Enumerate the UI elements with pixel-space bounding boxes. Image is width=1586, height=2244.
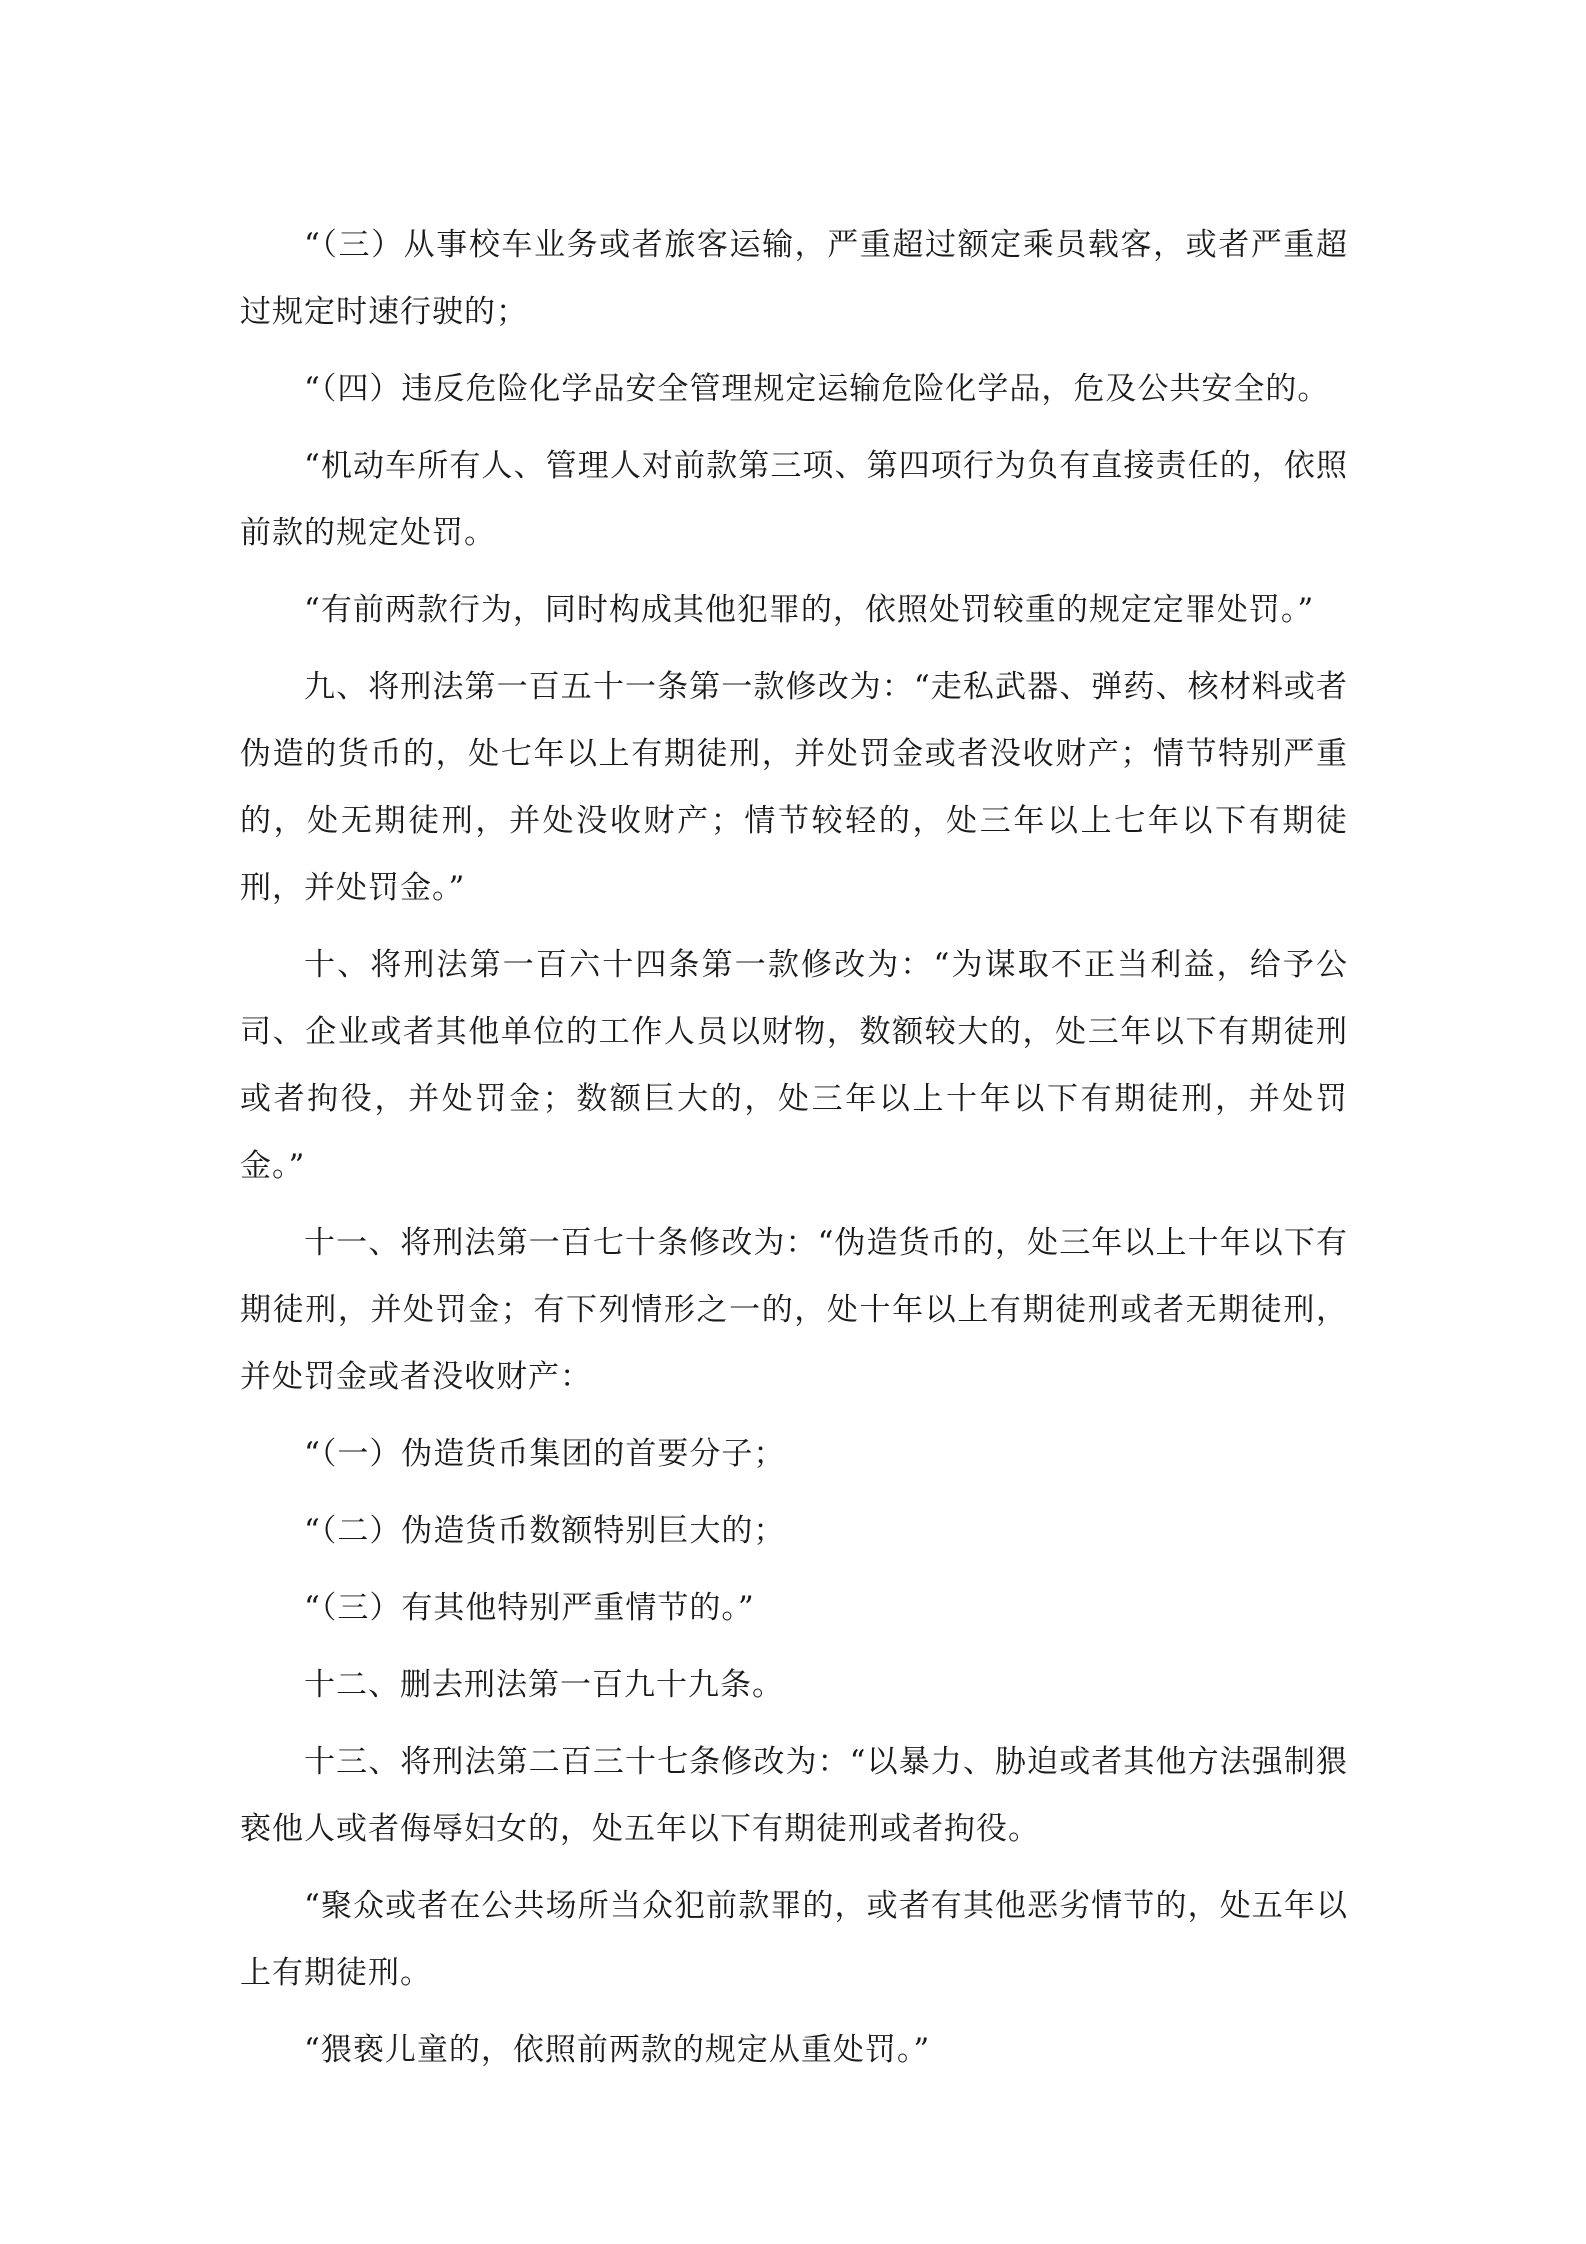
paragraph-counterfeit-item-3: “（三）有其他特别严重情节的。” — [304, 1590, 755, 1626]
paragraph-counterfeit-item-1: “（一）伪造货币集团的首要分子； — [304, 1436, 786, 1472]
paragraph-public-place-offense: “聚众或者在公共场所当众犯前款罪的，或者有其他恶劣情节的，处五年以上有期徒刑。 — [240, 1888, 1348, 1991]
paragraph-article-ten: 十、将刑法第一百六十四条第一款修改为：“为谋取不正当利益，给予公司、企业或者其他单位的工作人员以财物，数额较大的，处三年以下有期徒刑或者拘役，并处罚金；数额巨大的，处三年以上十年以下有期徒刑，并处罚金。” — [240, 947, 1348, 1184]
paragraph-article-nine: 九、将刑法第一百五十一条第一款修改为：“走私武器、弹药、核材料或者伪造的货币的，处七年以上有期徒刑，并处罚金或者没收财产；情节特别严重的，处无期徒刑，并处没收财产；情节较轻的，处三年以上七年以下有期徒刑，并处罚金。” — [240, 669, 1348, 906]
paragraph-article-eleven: 十一、将刑法第一百七十条修改为：“伪造货币的，处三年以上十年以下有期徒刑，并处罚金；有下列情形之一的，处十年以上有期徒刑或者无期徒刑，并处罚金或者没收财产： — [240, 1225, 1348, 1395]
paragraph-concurrent-crimes: “有前两款行为，同时构成其他犯罪的，依照处罚较重的规定定罪处罚。” — [304, 592, 1315, 628]
paragraph-item-4-hazardous-chemicals: “（四）违反危险化学品安全管理规定运输危险化学品，危及公共安全的。 — [304, 371, 1330, 407]
paragraph-counterfeit-item-2: “（二）伪造货币数额特别巨大的； — [304, 1513, 786, 1549]
paragraph-child-indecency: “猥亵儿童的，依照前两款的规定从重处罚。” — [304, 2032, 931, 2068]
document-body — [240, 212, 1348, 2094]
paragraph-article-twelve: 十二、删去刑法第一百九十九条。 — [304, 1667, 784, 1703]
paragraph-item-3-bus-overload: “（三）从事校车业务或者旅客运输，严重超过额定乘员载客，或者严重超过规定时速行驶的； — [240, 227, 1348, 330]
paragraph-vehicle-owner-liability: “机动车所有人、管理人对前款第三项、第四项行为负有直接责任的，依照前款的规定处罚。 — [240, 448, 1348, 551]
paragraph-article-thirteen: 十三、将刑法第二百三十七条修改为：“以暴力、胁迫或者其他方法强制猥亵他人或者侮辱妇女的，处五年以下有期徒刑或者拘役。 — [240, 1744, 1348, 1847]
